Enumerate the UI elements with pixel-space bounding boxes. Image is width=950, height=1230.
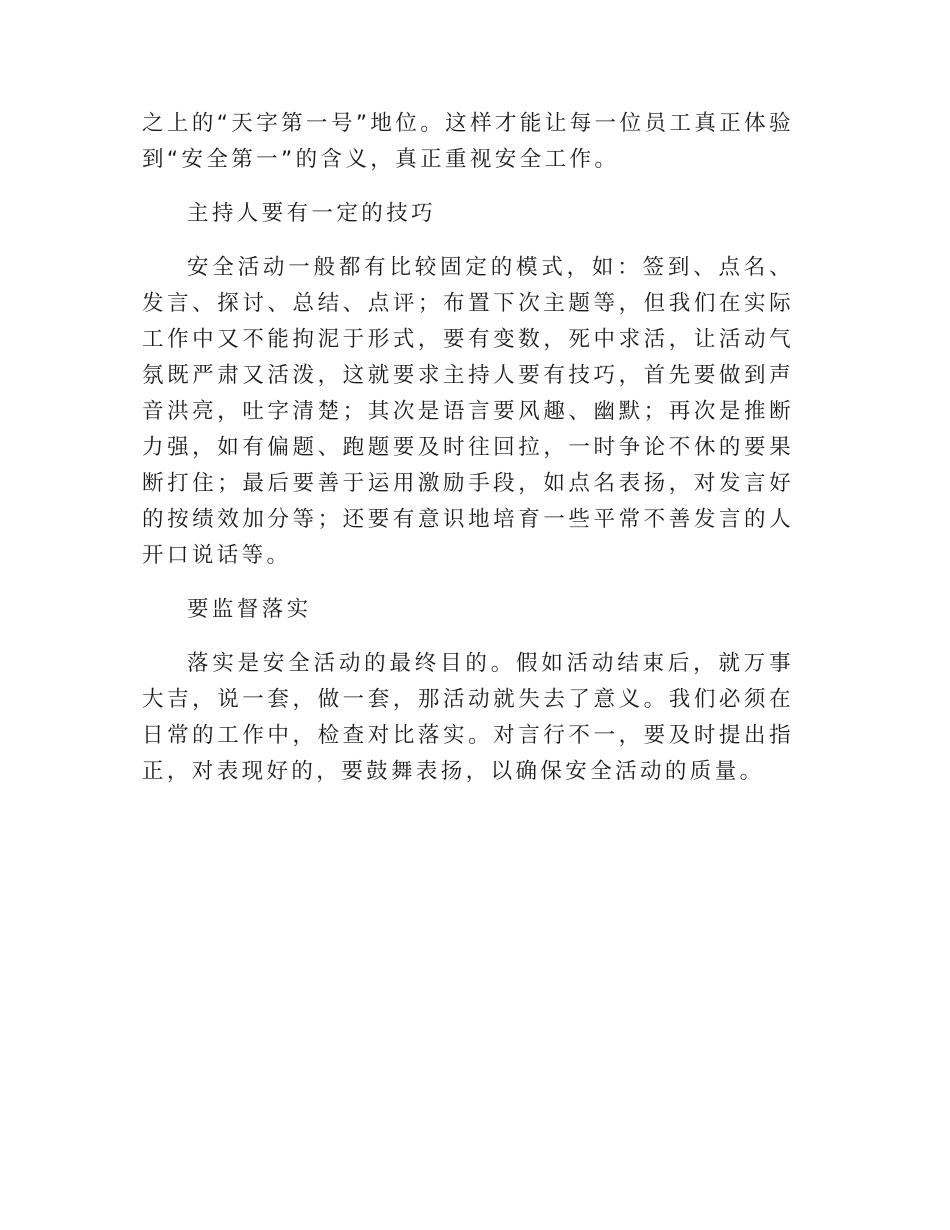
paragraph-supervision: 落实是安全活动的最终目的。假如活动结束后，就万事大吉，说一套，做一套，那活动就失去了意义。我们必须在日常的工作中，检查对比落实。对言行不一，要及时提出指正，对表现好的，要鼓舞表扬，以确保安全活动的质量。 [142,651,794,784]
paragraph-continuation: 之上的“天字第一号”地位。这样才能让每一位员工真正体验到“安全第一”的含义，真正重视安全工作。 [142,111,794,172]
document-page [142,106,794,790]
paragraph-host-skills: 安全活动一般都有比较固定的模式，如：签到、点名、发言、探讨、总结、点评；布置下次主题等，但我们在实际工作中又不能拘泥于形式，要有变数，死中求活，让活动气氛既严肃又活泼，这就要求主持人要有技巧，首先要做到声音洪亮，吐字清楚；其次是语言要风趣、幽默；再次是推断力强，如有偏题、跑题要及时往回拉，一时争论不休的要果断打住；最后要善于运用激励手段，如点名表扬，对发言好的按绩效加分等；还要有意识地培育一些平常不善发言的人开口说话等。 [142,255,794,568]
section-heading-supervision: 要监督落实 [187,597,312,622]
section-heading-host-skills: 主持人要有一定的技巧 [187,201,437,226]
